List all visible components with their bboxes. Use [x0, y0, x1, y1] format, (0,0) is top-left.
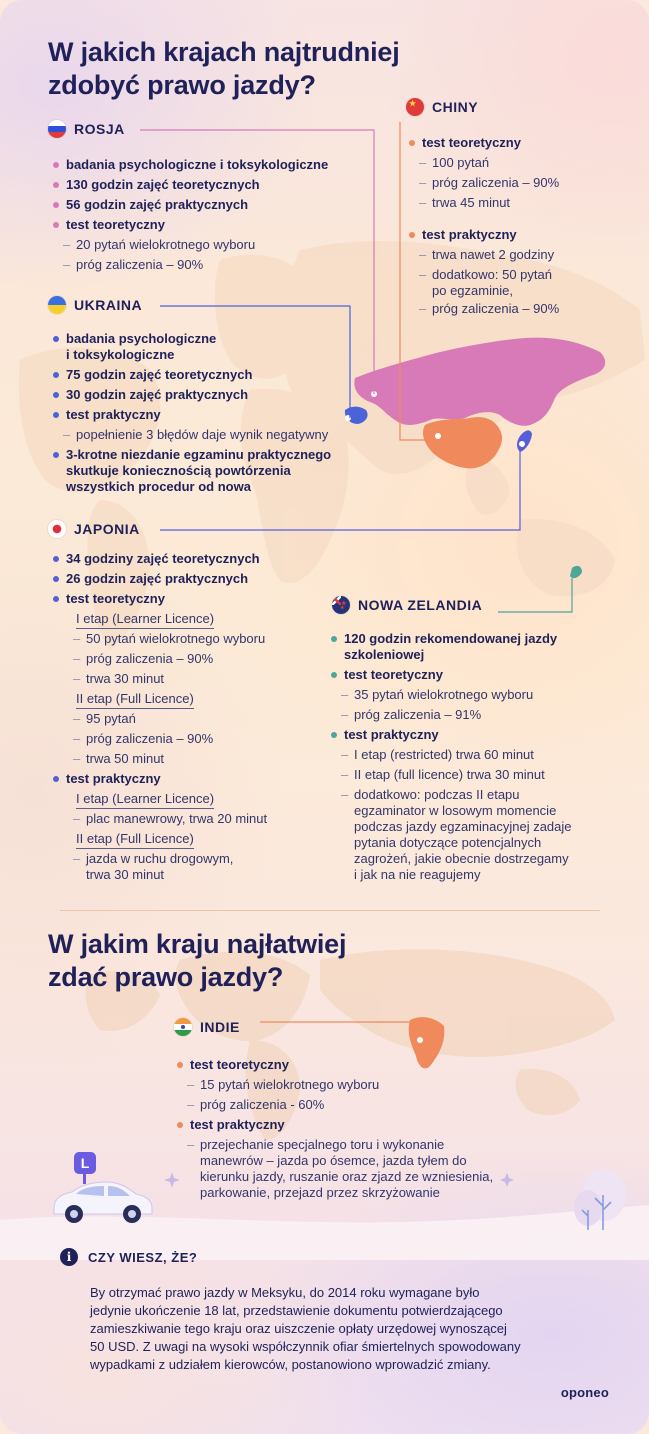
section2-title	[48, 928, 468, 994]
sparkles	[164, 1172, 623, 1199]
nz-flag-icon: ★ ★	[332, 596, 350, 614]
china-practice-label: test praktyczny	[422, 227, 517, 242]
japan-item-3: test teoretyczny	[66, 591, 165, 606]
nz-practice-1: – I etap (restricted) trwa 60 minut	[354, 746, 534, 763]
japan-flag-icon	[48, 520, 66, 538]
nz-name: NOWA ZELANDIA	[358, 597, 483, 613]
japan-practice-label: test praktyczny	[66, 771, 161, 786]
section2-title-line1: W jakim kraju najłatwiej	[48, 929, 347, 959]
main-title-line1: W jakich krajach najtrudniej	[48, 37, 400, 67]
india-practice-2: manewrów – jazda po ósemce, jazda tyłem do	[200, 1153, 467, 1168]
japan-stage1: I etap (Learner Licence)	[76, 610, 214, 629]
china-practice-1: – trwa nawet 2 godziny	[432, 246, 554, 263]
japan-stage2: II etap (Full Licence)	[76, 690, 194, 709]
nz-extra-4: pytania dotyczące potencjalnych	[354, 835, 542, 850]
india-theory-1: – 15 pytań wielokrotnego wyboru	[200, 1076, 379, 1093]
ukraine-name: UKRAINA	[74, 297, 143, 313]
nz-extra-1: – dodatkowo: podczas II etapu	[354, 786, 520, 803]
fact-title: CZY WIESZ, ŻE?	[88, 1249, 198, 1265]
india-practice-label: test praktyczny	[190, 1117, 285, 1132]
nz-practice-2: – II etap (full licence) trwa 30 minut	[354, 766, 545, 783]
car-icon	[48, 1150, 158, 1230]
oponeo-logo: oponeo	[560, 1385, 609, 1400]
japan-stage1-3: – trwa 30 minut	[86, 670, 164, 687]
japan-stage1-2: – próg zaliczenia – 90%	[86, 650, 213, 667]
ukraine-last-1: 3-krotne niezdanie egzaminu praktycznego	[66, 447, 332, 462]
russia-item-2: 130 godzin zajęć teoretycznych	[66, 177, 260, 192]
russia-item-1: badania psychologiczne i toksykologiczne	[66, 157, 329, 172]
country-japan	[48, 520, 140, 538]
india-practice-4: parkowanie, przejazd przez skrzyżowanie	[200, 1185, 440, 1200]
japan-stage2-3: – trwa 50 minut	[86, 750, 164, 767]
ukraine-item-4: test praktyczny	[66, 407, 161, 422]
russia-item-4: test teoretyczny	[66, 217, 165, 232]
section-separator	[60, 910, 600, 911]
india-practice-1: – przejechanie specjalnego toru i wykonanie	[200, 1136, 444, 1153]
japan-p-stage2: II etap (Full Licence)	[76, 830, 194, 849]
ukraine-last-3: wszystkich procedur od nowa	[66, 479, 251, 494]
india-name: INDIE	[200, 1019, 240, 1035]
japan-stage1-1: – 50 pytań wielokrotnego wyboru	[86, 630, 265, 647]
ukraine-item-1: badania psychologiczne	[66, 331, 217, 346]
russia-flag-icon	[48, 120, 66, 138]
japan-item-2: 26 godzin zajęć praktycznych	[66, 571, 249, 586]
japan-p-stage1: I etap (Learner Licence)	[76, 790, 214, 809]
country-russia	[48, 120, 125, 138]
main-title	[48, 36, 468, 102]
russia-name: ROSJA	[74, 121, 125, 137]
japan-item-1: 34 godziny zajęć teoretycznych	[66, 551, 260, 566]
country-ukraine	[48, 296, 142, 314]
nz-theory-1: – 35 pytań wielokrotnego wyboru	[354, 686, 533, 703]
china-theory-label: test teoretyczny	[422, 135, 521, 150]
india-theory-label: test teoretyczny	[190, 1057, 289, 1072]
japan-p-stage1-1: – plac manewrowy, trwa 20 minut	[86, 810, 267, 827]
india-flag-icon	[174, 1018, 192, 1036]
section2-title-line2: zdać prawo jazdy?	[48, 962, 284, 992]
japan-p-stage2-2: trwa 30 minut	[86, 867, 165, 882]
fact-text	[90, 1284, 610, 1374]
fact-line-5: wypadkami z udziałem kierowców, postanowiono wprowadzić zmiany.	[90, 1357, 491, 1372]
fact-line-3: zamieszkiwanie tego kraju oraz uiszczenie opłaty urzędowej wynoszącej	[90, 1321, 507, 1336]
ukraine-last-2: skutkuje koniecznością powtórzenia	[66, 463, 291, 478]
japan-stage2-1: – 95 pytań	[86, 710, 136, 727]
fact-line-1: By otrzymać prawo jazdy w Meksyku, do 2014 roku wymagane było	[90, 1285, 480, 1300]
car-l-sign: L	[80, 1155, 90, 1171]
russia-sub-2: – próg zaliczenia – 90%	[76, 256, 203, 273]
nz-extra-3: podczas jazdy egzaminacyjnej zadaje	[354, 819, 572, 834]
nz-extra-5: zagrożeń, jakie obecnie dostrzegamy	[354, 851, 569, 866]
china-practice-4: – próg zaliczenia – 90%	[432, 300, 559, 317]
china-name: CHINY	[432, 99, 479, 115]
russia-item-3: 56 godzin zajęć praktycznych	[66, 197, 249, 212]
china-practice-3: po egzaminie,	[432, 283, 513, 298]
main-title-line2: zdobyć prawo jazdy?	[48, 70, 316, 100]
fact-line-4: 50 USD. Z uwagi na wysoki współczynnik ofiar śmiertelnych spowodowany	[90, 1339, 521, 1354]
china-flag-icon: ★	[406, 98, 424, 116]
china-theory-3: – trwa 45 minut	[432, 194, 510, 211]
nz-theory-label: test teoretyczny	[344, 667, 443, 682]
country-nz	[332, 596, 482, 614]
info-icon: i	[60, 1248, 78, 1266]
nz-lead-2: szkoleniowej	[344, 647, 425, 662]
nz-practice-label: test praktyczny	[344, 727, 439, 742]
country-india	[174, 1018, 240, 1036]
country-china	[406, 98, 478, 116]
nz-lead-1: 120 godzin rekomendowanej jazdy	[344, 631, 558, 646]
india-practice-3: kierunku jazdy, ruszanie oraz zjazd ze wzniesienia,	[200, 1169, 494, 1184]
car-illustration	[48, 1150, 158, 1230]
fact-line-2: jedynie ukończenie 18 lat, przedstawienie dokumentu potwierdzającego	[90, 1303, 503, 1318]
ukraine-item-1b: i toksykologiczne	[66, 347, 175, 362]
russia-sub-1: – 20 pytań wielokrotnego wyboru	[76, 236, 255, 253]
japan-p-stage2-1: – jazda w ruchu drogowym,	[86, 850, 233, 867]
ukraine-item-3: 30 godzin zajęć praktycznych	[66, 387, 249, 402]
china-practice-2: – dodatkowo: 50 pytań	[432, 266, 552, 283]
nz-extra-6: i jak na nie reagujemy	[354, 867, 481, 882]
ukraine-flag-icon	[48, 296, 66, 314]
china-theory-2: – próg zaliczenia – 90%	[432, 174, 559, 191]
india-theory-2: – próg zaliczenia - 60%	[200, 1096, 324, 1113]
ukraine-item-2: 75 godzin zajęć teoretycznych	[66, 367, 253, 382]
japan-stage2-2: – próg zaliczenia – 90%	[86, 730, 213, 747]
fact-header	[60, 1248, 197, 1266]
nz-theory-2: – próg zaliczenia – 91%	[354, 706, 481, 723]
japan-name: JAPONIA	[74, 521, 140, 537]
ukraine-sub-1: – popełnienie 3 błędów daje wynik negatywny	[76, 426, 328, 443]
nz-extra-2: egzaminator w losowym momencie	[354, 803, 557, 818]
china-theory-1: – 100 pytań	[432, 154, 489, 171]
